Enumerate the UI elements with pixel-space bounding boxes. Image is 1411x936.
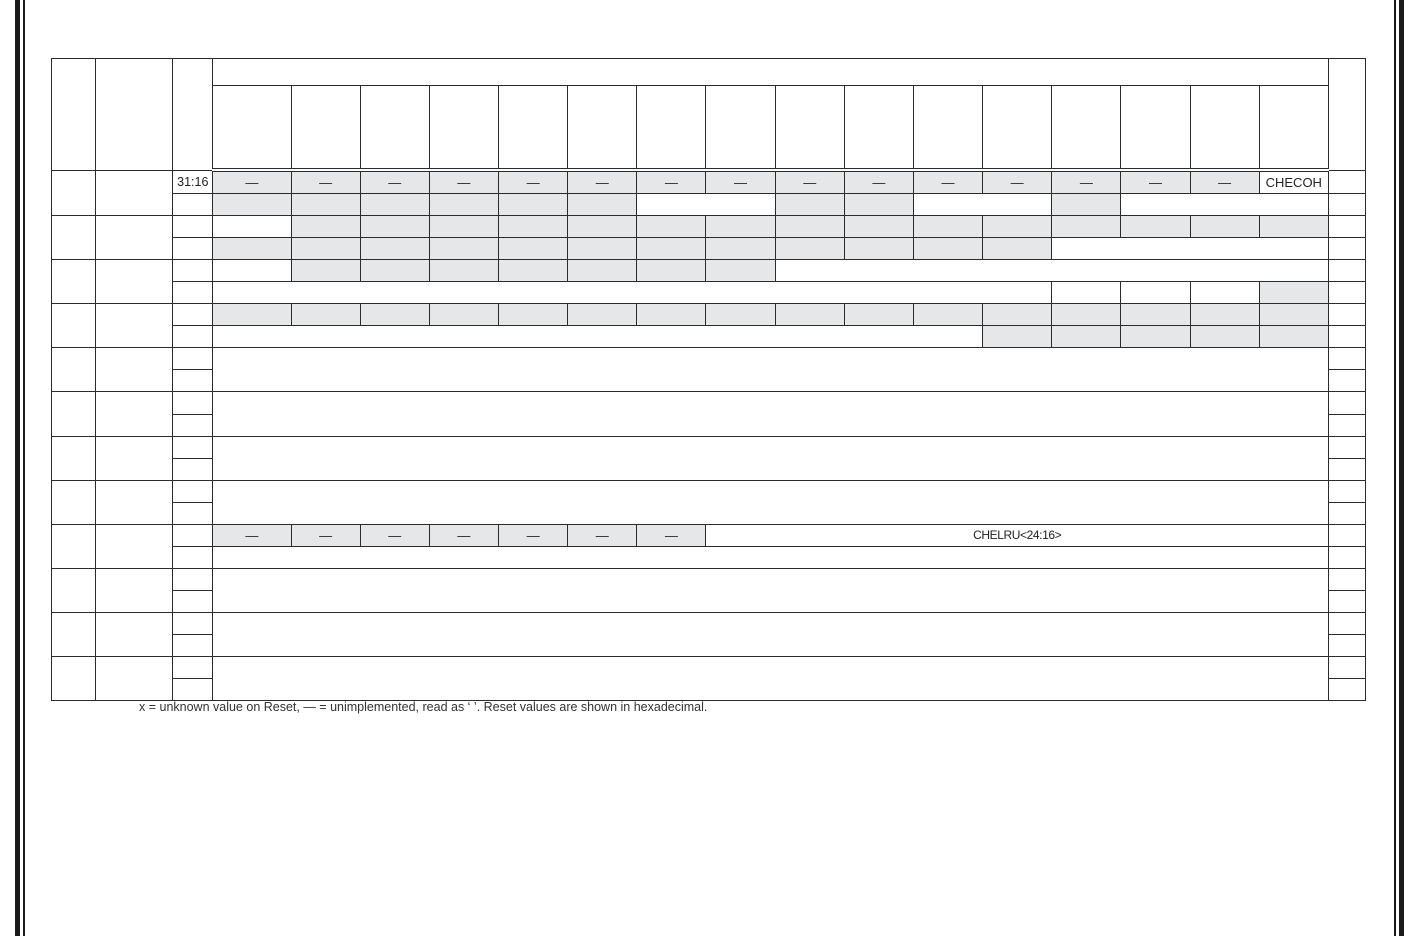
unimplemented-bit: — xyxy=(775,170,844,194)
bit-range-cell xyxy=(173,568,213,590)
bit-cell xyxy=(291,194,360,216)
header-row-top xyxy=(52,59,1366,86)
register-row xyxy=(52,260,1366,282)
bit-cell xyxy=(291,216,360,238)
bit-cell xyxy=(1190,304,1259,326)
unimplemented-bit: — xyxy=(213,170,291,194)
bit-cell xyxy=(1121,304,1190,326)
header-row-bits xyxy=(52,86,1366,171)
field-cell xyxy=(213,568,1329,612)
register-row xyxy=(52,568,1366,590)
header-bit-cell xyxy=(844,86,913,171)
bit-cell xyxy=(637,260,706,282)
reset-cell xyxy=(1328,524,1365,546)
bit-cell xyxy=(213,304,291,326)
header-bit-cell xyxy=(913,86,982,171)
reset-cell xyxy=(1328,194,1365,216)
bit-cell xyxy=(1259,326,1328,348)
bit-cell xyxy=(775,238,844,260)
address-cell xyxy=(52,392,96,436)
header-bit-cell xyxy=(706,86,775,171)
unimplemented-bit: — xyxy=(360,170,429,194)
bit-cell xyxy=(360,304,429,326)
bit-cell xyxy=(291,238,360,260)
reset-cell xyxy=(1328,678,1365,700)
register-row xyxy=(52,216,1366,238)
bit-cell xyxy=(637,216,706,238)
register-name-cell xyxy=(96,392,173,436)
bit-cell xyxy=(706,238,775,260)
bit-range-cell xyxy=(173,546,213,568)
register-row xyxy=(52,480,1366,502)
field-cell xyxy=(213,348,1329,392)
unimplemented-bit: — xyxy=(429,170,498,194)
field-cell xyxy=(913,194,1051,216)
bit-cell xyxy=(706,304,775,326)
header-bit-cell xyxy=(1190,86,1259,171)
register-row xyxy=(52,436,1366,458)
bit-cell xyxy=(706,216,775,238)
bit-range-cell xyxy=(173,216,213,238)
unimplemented-bit: — xyxy=(706,170,775,194)
header-bit-cell xyxy=(429,86,498,171)
bit-cell xyxy=(637,304,706,326)
address-cell xyxy=(52,436,96,480)
unimplemented-bit: — xyxy=(360,524,429,546)
bit-cell xyxy=(983,326,1052,348)
bit-cell xyxy=(983,238,1052,260)
bit-cell xyxy=(1052,194,1121,216)
bit-cell xyxy=(844,304,913,326)
unimplemented-bit: — xyxy=(291,170,360,194)
field-cell xyxy=(1052,238,1329,260)
address-cell xyxy=(52,348,96,392)
reset-cell xyxy=(1328,370,1365,392)
header-bit-cell xyxy=(1259,86,1328,171)
register-row xyxy=(52,546,1366,568)
unimplemented-bit: — xyxy=(429,524,498,546)
reset-cell xyxy=(1328,170,1365,194)
address-cell xyxy=(52,480,96,524)
field-cell xyxy=(213,546,1329,568)
reset-cell xyxy=(1328,282,1365,304)
unimplemented-bit: — xyxy=(568,170,637,194)
reset-cell xyxy=(1328,348,1365,370)
register-name-cell xyxy=(96,304,173,348)
bit-cell xyxy=(568,194,637,216)
bit-range-cell xyxy=(173,282,213,304)
field-cell xyxy=(775,260,1328,282)
header-bit-cell xyxy=(1052,86,1121,171)
field-cell xyxy=(1121,194,1328,216)
address-cell xyxy=(52,304,96,348)
reset-cell xyxy=(1328,392,1365,414)
register-name-cell xyxy=(96,656,173,700)
register-name-cell xyxy=(96,348,173,392)
header-bit-cell xyxy=(775,86,844,171)
unimplemented-bit: — xyxy=(1121,170,1190,194)
bit-cell xyxy=(844,216,913,238)
header-register-name xyxy=(96,59,173,171)
field-cell xyxy=(213,480,1329,524)
unimplemented-bit: — xyxy=(844,170,913,194)
field-cell xyxy=(213,282,1052,304)
bit-cell xyxy=(1052,304,1121,326)
unimplemented-bit: — xyxy=(637,170,706,194)
field-cell xyxy=(213,392,1329,436)
field-cell xyxy=(213,326,983,348)
unimplemented-bit: — xyxy=(568,524,637,546)
bit-range-cell: 31:16 xyxy=(173,170,213,194)
bit-cell xyxy=(913,238,982,260)
bit-cell xyxy=(213,260,291,282)
register-map-table xyxy=(51,58,1366,701)
reset-cell xyxy=(1328,546,1365,568)
reset-cell xyxy=(1328,326,1365,348)
bit-range-cell xyxy=(173,238,213,260)
register-row xyxy=(52,238,1366,260)
bit-cell xyxy=(291,304,360,326)
header-bits-group xyxy=(213,59,1329,86)
bit-cell xyxy=(775,194,844,216)
unimplemented-bit: — xyxy=(913,170,982,194)
bit-cell xyxy=(1121,326,1190,348)
table-footnote: x = unknown value on Reset, — = unimplemented, read as ‘ ’. Reset values are shown in hexadecimal. xyxy=(139,700,708,714)
bit-cell xyxy=(498,238,567,260)
bit-cell xyxy=(429,194,498,216)
register-row xyxy=(52,612,1366,634)
register-row xyxy=(52,392,1366,414)
address-cell xyxy=(52,656,96,700)
unimplemented-bit: — xyxy=(983,170,1052,194)
unimplemented-bit: — xyxy=(1190,170,1259,194)
bit-range-cell xyxy=(173,480,213,502)
bit-cell xyxy=(568,216,637,238)
bit-cell xyxy=(429,216,498,238)
bit-cell xyxy=(1121,216,1190,238)
bit-range-cell xyxy=(173,304,213,326)
register-row xyxy=(52,304,1366,326)
bit-cell xyxy=(429,238,498,260)
bit-cell xyxy=(1259,216,1328,238)
bit-cell xyxy=(213,238,291,260)
header-bit-cell xyxy=(360,86,429,171)
bit-cell xyxy=(360,238,429,260)
reset-cell xyxy=(1328,480,1365,502)
reset-cell xyxy=(1328,502,1365,524)
unimplemented-bit: — xyxy=(213,524,291,546)
bit-cell xyxy=(983,304,1052,326)
bit-cell xyxy=(360,260,429,282)
bit-cell xyxy=(429,304,498,326)
reset-cell xyxy=(1328,568,1365,590)
address-cell xyxy=(52,260,96,304)
bit-cell xyxy=(1121,282,1190,304)
register-name-cell xyxy=(96,260,173,304)
bit-cell xyxy=(568,304,637,326)
bit-cell xyxy=(498,194,567,216)
address-cell xyxy=(52,568,96,612)
reset-cell xyxy=(1328,238,1365,260)
bit-range-cell xyxy=(173,348,213,370)
bit-cell xyxy=(844,238,913,260)
bit-cell xyxy=(568,238,637,260)
header-bit-cell xyxy=(291,86,360,171)
bit-cell xyxy=(1190,326,1259,348)
header-bit-cell xyxy=(213,86,291,171)
bit-cell xyxy=(775,304,844,326)
unimplemented-bit: — xyxy=(498,524,567,546)
register-name-cell xyxy=(96,216,173,260)
bit-cell xyxy=(844,194,913,216)
reset-cell xyxy=(1328,590,1365,612)
header-bit-cell xyxy=(983,86,1052,171)
register-row xyxy=(52,194,1366,216)
bit-cell xyxy=(1052,326,1121,348)
field-checoh: CHECOH xyxy=(1259,170,1328,194)
header-address xyxy=(52,59,96,171)
field-cell xyxy=(637,194,775,216)
unimplemented-bit: — xyxy=(498,170,567,194)
bit-range-cell xyxy=(173,612,213,634)
bit-cell xyxy=(1259,304,1328,326)
header-bit-cell xyxy=(568,86,637,171)
reset-cell xyxy=(1328,612,1365,634)
bit-cell xyxy=(291,260,360,282)
unimplemented-bit: — xyxy=(637,524,706,546)
bit-cell xyxy=(637,238,706,260)
field-cell xyxy=(213,436,1329,480)
register-row xyxy=(52,348,1366,370)
reset-cell xyxy=(1328,436,1365,458)
header-bit-cell xyxy=(637,86,706,171)
address-cell xyxy=(52,216,96,260)
field-chelru: CHELRU<24:16> xyxy=(706,524,1328,546)
register-row xyxy=(52,282,1366,304)
page-border-right-outer xyxy=(1399,0,1404,936)
address-cell xyxy=(52,524,96,568)
register-name-cell xyxy=(96,170,173,216)
register-row xyxy=(52,170,1366,194)
header-bit-range xyxy=(173,59,213,171)
bit-cell xyxy=(1052,282,1121,304)
unimplemented-bit: — xyxy=(291,524,360,546)
reset-cell xyxy=(1328,458,1365,480)
reset-cell xyxy=(1328,260,1365,282)
reset-cell xyxy=(1328,414,1365,436)
header-bit-cell xyxy=(1121,86,1190,171)
bit-range-cell xyxy=(173,194,213,216)
bit-cell xyxy=(1190,216,1259,238)
bit-cell xyxy=(498,216,567,238)
field-cell xyxy=(213,656,1329,700)
bit-cell xyxy=(213,194,291,216)
bit-cell xyxy=(775,216,844,238)
register-name-cell xyxy=(96,612,173,656)
bit-cell xyxy=(213,216,291,238)
bit-range-cell xyxy=(173,414,213,436)
header-bit-cell xyxy=(498,86,567,171)
bit-cell xyxy=(1190,282,1259,304)
bit-cell xyxy=(983,216,1052,238)
reset-cell xyxy=(1328,656,1365,678)
page-border-left-outer xyxy=(15,0,20,936)
bit-cell xyxy=(360,216,429,238)
reset-cell xyxy=(1328,304,1365,326)
bit-range-cell xyxy=(173,392,213,414)
bit-range-cell xyxy=(173,590,213,612)
unimplemented-bit: — xyxy=(1052,170,1121,194)
register-row xyxy=(52,326,1366,348)
register-name-cell xyxy=(96,524,173,568)
bit-cell xyxy=(1259,282,1328,304)
bit-range-cell xyxy=(173,370,213,392)
bit-range-cell xyxy=(173,678,213,700)
register-name-cell xyxy=(96,568,173,612)
bit-cell xyxy=(498,260,567,282)
bit-cell xyxy=(706,260,775,282)
bit-range-cell xyxy=(173,326,213,348)
bit-range-cell xyxy=(173,524,213,546)
bit-range-cell xyxy=(173,656,213,678)
address-cell xyxy=(52,170,96,216)
bit-range-cell xyxy=(173,458,213,480)
address-cell xyxy=(52,612,96,656)
bit-range-cell xyxy=(173,634,213,656)
bit-range-cell xyxy=(173,502,213,524)
reset-cell xyxy=(1328,216,1365,238)
field-cell xyxy=(213,612,1329,656)
bit-range-cell xyxy=(173,436,213,458)
register-row xyxy=(52,524,1366,546)
bit-cell xyxy=(913,216,982,238)
bit-cell xyxy=(360,194,429,216)
register-row xyxy=(52,656,1366,678)
bit-cell xyxy=(568,260,637,282)
register-name-cell xyxy=(96,436,173,480)
bit-cell xyxy=(498,304,567,326)
reset-cell xyxy=(1328,634,1365,656)
header-all-resets xyxy=(1328,59,1365,171)
register-name-cell xyxy=(96,480,173,524)
bit-cell xyxy=(429,260,498,282)
page-border-left-inner xyxy=(23,0,25,936)
bit-range-cell xyxy=(173,260,213,282)
bit-cell xyxy=(913,304,982,326)
page-border-right-inner xyxy=(1394,0,1396,936)
bit-cell xyxy=(1052,216,1121,238)
